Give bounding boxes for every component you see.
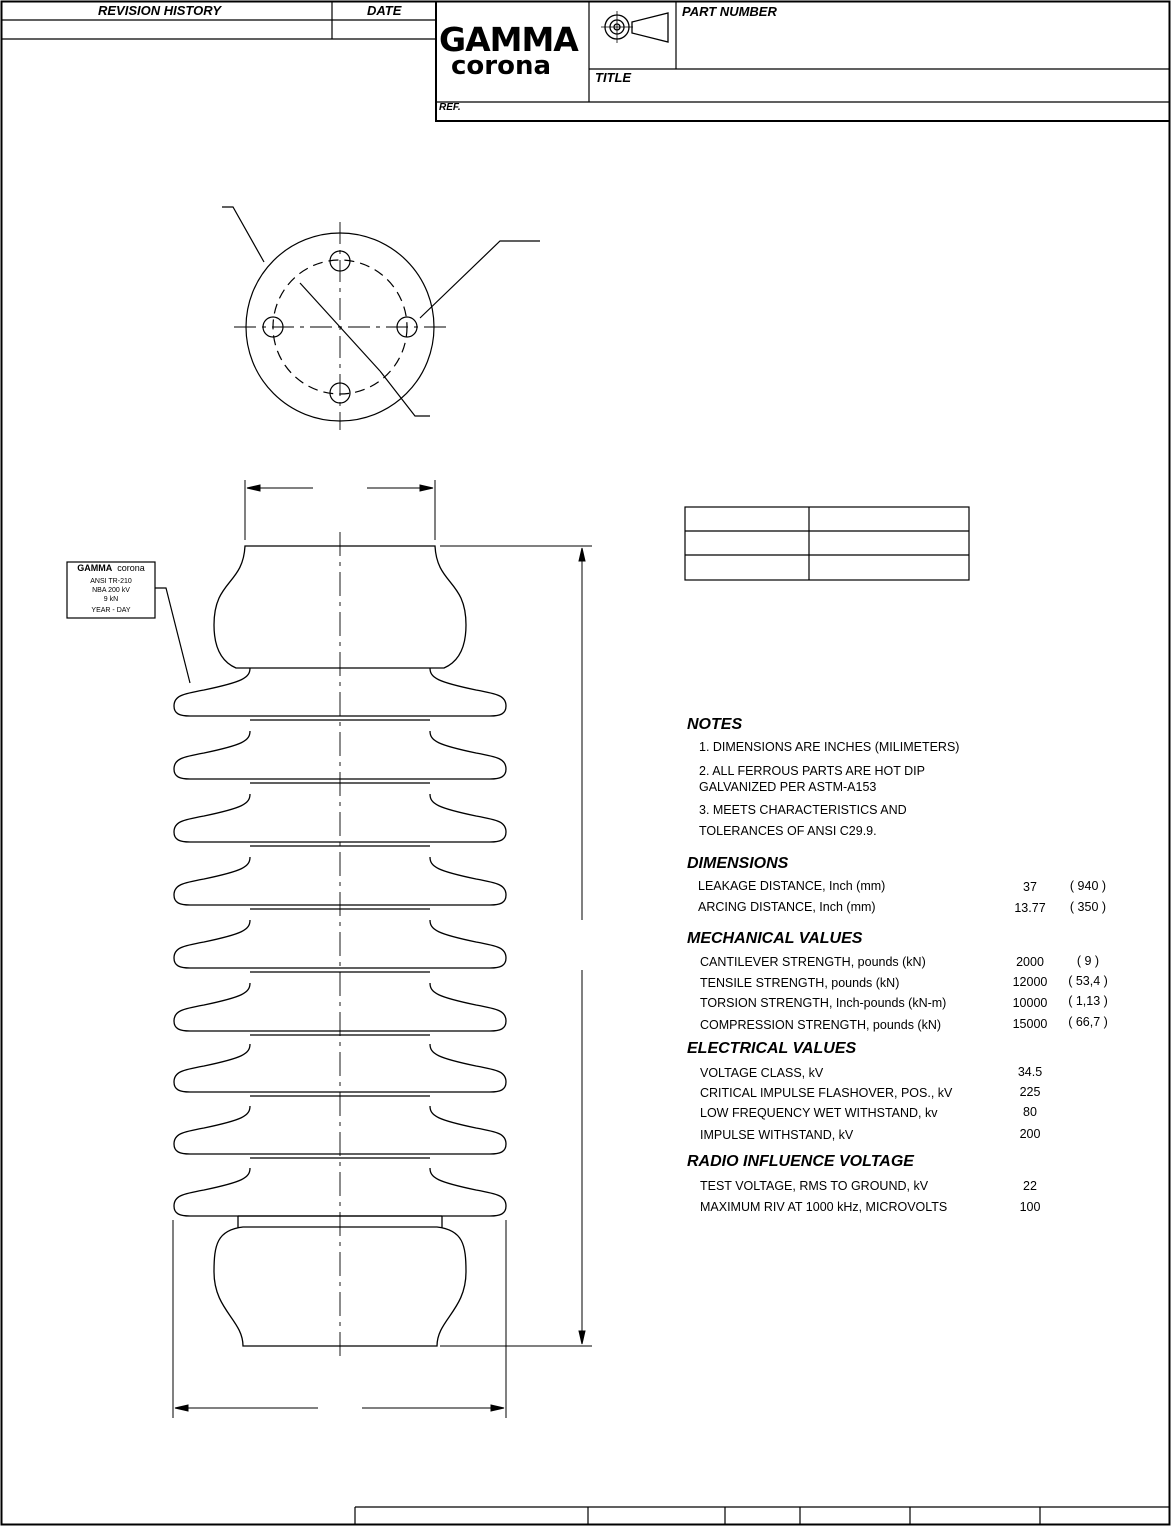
mech-label-torsion: TORSION STRENGTH, Inch-pounds (kN-m) xyxy=(700,996,947,1010)
tag-brand-corona: corona xyxy=(117,563,145,573)
mechanical-heading: MECHANICAL VALUES xyxy=(687,930,863,947)
empty-table xyxy=(685,507,969,580)
riv-value-test-voltage: 22 xyxy=(1023,1179,1037,1193)
logo-corona: corona xyxy=(451,51,552,81)
tag-brand xyxy=(68,563,154,573)
mech-value-torsion: 10000 xyxy=(1012,996,1048,1010)
dim-label-leakage: LEAKAGE DISTANCE, Inch (mm) xyxy=(698,879,886,893)
dimensions-heading: DIMENSIONS xyxy=(687,855,789,872)
note-3: 3. MEETS CHARACTERISTICS AND xyxy=(699,803,907,817)
dim-metric-arcing: ( 350 ) xyxy=(1069,900,1107,914)
riv-heading: RADIO INFLUENCE VOLTAGE xyxy=(687,1153,914,1170)
tag-line1: ANSI TR-210 xyxy=(90,578,132,585)
elec-value-wet-withstand: 80 xyxy=(1023,1105,1037,1119)
elec-label-wet-withstand: LOW FREQUENCY WET WITHSTAND, kv xyxy=(700,1106,938,1120)
electrical-heading: ELECTRICAL VALUES xyxy=(687,1040,857,1057)
note-3-cont: TOLERANCES OF ANSI C29.9. xyxy=(699,824,877,838)
note-1: 1. DIMENSIONS ARE INCHES (MILIMETERS) xyxy=(699,740,960,754)
mech-value-tensile: 12000 xyxy=(1012,975,1048,989)
elec-value-impulse: 200 xyxy=(1019,1127,1041,1141)
tag-brand-gamma: GAMMA xyxy=(77,563,113,573)
revision-history-header: REVISION HISTORY xyxy=(98,3,222,18)
elec-label-impulse: IMPULSE WITHSTAND, kV xyxy=(700,1128,854,1142)
ref-header: REF. xyxy=(439,102,461,113)
dim-value-arcing: 13.77 xyxy=(1014,901,1046,915)
riv-label-max-riv: MAXIMUM RIV AT 1000 kHz, MICROVOLTS xyxy=(700,1200,948,1214)
mech-metric-tensile: ( 53,4 ) xyxy=(1068,974,1108,988)
part-number-header: PART NUMBER xyxy=(682,4,777,19)
dim-value-leakage: 37 xyxy=(1023,880,1037,894)
side-view xyxy=(174,532,506,1362)
riv-value-max-riv: 100 xyxy=(1019,1200,1041,1214)
mech-label-cantilever: CANTILEVER STRENGTH, pounds (kN) xyxy=(700,955,926,969)
mech-label-compression: COMPRESSION STRENGTH, pounds (kN) xyxy=(700,1018,942,1032)
dim-metric-leakage: ( 940 ) xyxy=(1069,879,1107,893)
tag-line2: NBA 200 kV xyxy=(92,587,130,594)
mech-value-compression: 15000 xyxy=(1012,1017,1048,1031)
notes-heading: NOTES xyxy=(687,716,743,733)
elec-value-flashover: 225 xyxy=(1019,1085,1041,1099)
mech-metric-compression: ( 66,7 ) xyxy=(1068,1015,1108,1029)
dim-label-arcing: ARCING DISTANCE, Inch (mm) xyxy=(698,900,876,914)
tag-line4: YEAR - DAY xyxy=(91,607,131,614)
date-header: DATE xyxy=(367,3,402,18)
top-view xyxy=(222,207,540,430)
title-header: TITLE xyxy=(595,70,632,85)
label-tag-leader xyxy=(155,588,190,683)
sheet-border xyxy=(2,2,1170,1525)
note-2-cont: GALVANIZED PER ASTM-A153 xyxy=(699,780,877,794)
projection-symbol-icon xyxy=(601,11,668,43)
elec-value-voltage-class: 34.5 xyxy=(1017,1065,1043,1079)
logo-gamma: GAMMA xyxy=(439,20,578,59)
mech-metric-cantilever: ( 9 ) xyxy=(1076,954,1100,968)
mech-metric-torsion: ( 1,13 ) xyxy=(1068,994,1108,1008)
note-2: 2. ALL FERROUS PARTS ARE HOT DIP xyxy=(699,764,925,778)
tag-line3: 9 kN xyxy=(103,596,119,603)
dimension-lines xyxy=(173,480,592,1418)
bottom-strip-grid xyxy=(355,1507,1170,1525)
elec-label-voltage-class: VOLTAGE CLASS, kV xyxy=(700,1066,824,1080)
riv-label-test-voltage: TEST VOLTAGE, RMS TO GROUND, kV xyxy=(700,1179,929,1193)
mech-label-tensile: TENSILE STRENGTH, pounds (kN) xyxy=(700,976,900,990)
elec-label-flashover: CRITICAL IMPULSE FLASHOVER, POS., kV xyxy=(700,1086,953,1100)
mech-value-cantilever: 2000 xyxy=(1016,955,1044,969)
